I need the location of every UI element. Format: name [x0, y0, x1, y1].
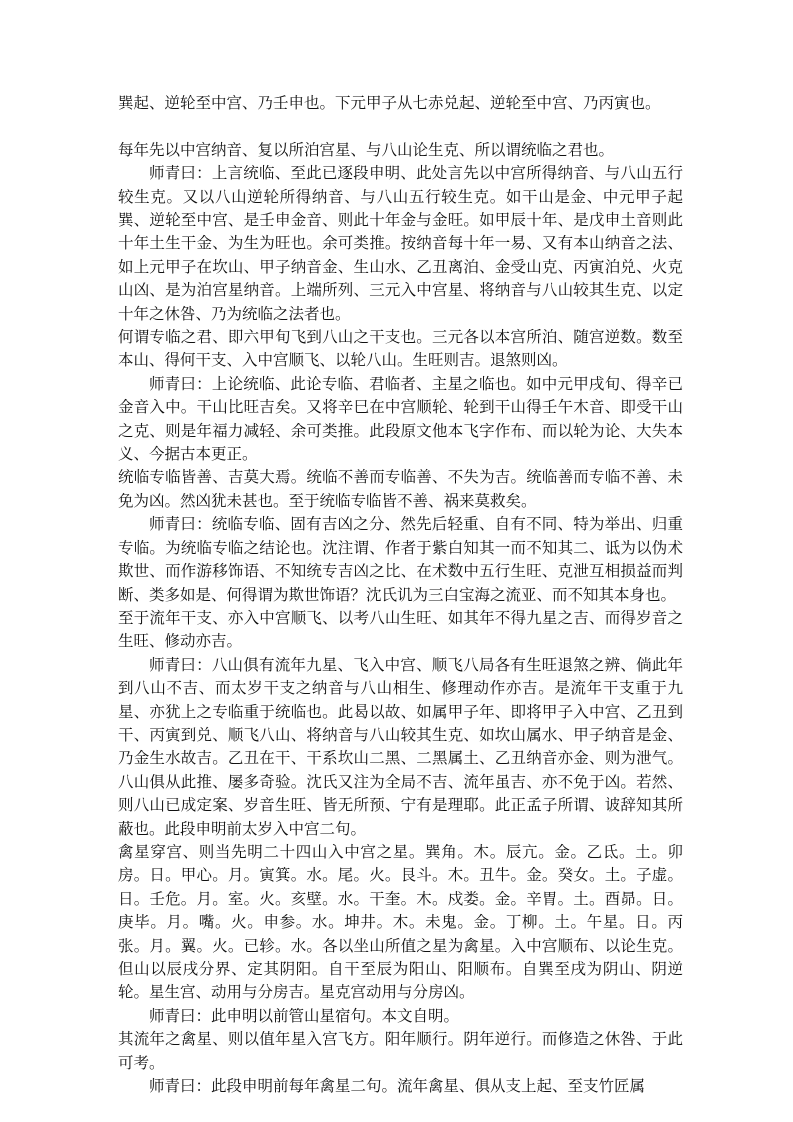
paragraph: 巽起、逆轮至中宫、乃壬申也。下元甲子从七赤兑起、逆轮至中宫、乃丙寅也。: [118, 94, 661, 112]
paragraph: 禽星穿宫、则当先明二十四山入中宫之星。巽角。木。辰亢。金。乙氐。土。卯房。日。甲心。月。寅箕。水。尾。火。艮斗。木。丑牛。金。癸女。土。子虚。日。壬危。月。室。火。亥壁。水。干奎。木。戍娄。金。辛胃。土。酉昴。日。庚毕。月。嘴。火。申参。水。坤井。木。未鬼。金。丁柳。土。午星。日。丙张。月。翼。火。已轸。水。各以坐山所值之星为禽星。入中宫顺布、以论生克。但山以辰戌分界、定其阴阳。自干至辰为阳山、阳顺布。自巽至戌为阴山、阴逆轮。星生宫、动用与分房吉。星克宫动用与分房凶。: [118, 842, 683, 1002]
paragraph: 师青曰：上言统临、至此已逐段申明、此处言先以中宫所得纳音、与八山五行较生克。又以八山逆轮所得纳音、与八山五行较生克。如干山是金、中元甲子起巽、逆轮至中宫、是壬申金音、则此十年金与金旺。如甲辰十年、是戊申土音则此十年土生干金、为生为旺也。余可类推。按纳音每十年一易、又有本山纳音之法、如上元甲子在坎山、甲子纳音金、生山水、乙丑离泊、金受山克、丙寅泊兑、火克山凶、是为泊宫星纳音。上端所列、三元入中宫星、将纳音与八山较其生克、以定十年之休咎、乃为统临之法者也。: [118, 164, 683, 323]
paragraph: 师青曰：此段申明前每年禽星二句。流年禽星、俱从支上起、至支竹匠属: [149, 1077, 646, 1096]
paragraph: 统临专临皆善、吉莫大焉。统临不善而专临善、不失为吉。统临善而专临不善、未免为凶。然凶犹未甚也。至于统临专临皆不善、祸来莫救矣。: [118, 468, 683, 510]
body-text: [118, 92, 683, 1098]
paragraph: 师青曰：八山俱有流年九星、飞入中宫、顺飞八局各有生旺退煞之辨、倘此年到八山不吉、而太岁干支之纳音与八山相生、修理动作亦吉。是流年干支重于九星、亦犹上之专临重于统临也。此曷以故、如属甲子年、即将甲子入中宫、乙丑到干、丙寅到兑、顺飞八山、将纳音与八山较其生克、如坎山属水、甲子纳音是金、乃金生水故吉。乙丑在干、干系坎山二黑、二黑属土、乙丑纳音亦金、则为泄气。八山俱从此推、屡多奇验。沈氏又注为全局不吉、流年虽吉、亦不免于凶。若然、则八山已成定案、岁音生旺、皆无所预、宁有是理耶。此正孟子所谓、诐辞知其所蔽也。此段申明前太岁入中宫二句。: [118, 655, 683, 838]
paragraph: 每年先以中宫纳音、复以所泊宫星、与八山论生克、所以谓统临之君也。: [118, 140, 615, 159]
paragraph: 师青曰：此申明以前管山星宿句。本文自明。: [149, 1006, 460, 1025]
paragraph: 其流年之禽星、则以值年星入宫飞方。阳年顺行。阴年逆行。而修造之休咎、于此可考。: [118, 1030, 683, 1072]
paragraph: 何谓专临之君、即六甲旬飞到八山之干支也。三元各以本宫所泊、随宫逆数。数至本山、得何干支、入中宫顺飞、以轮八山。生旺则吉。退煞则凶。: [118, 328, 683, 370]
paragraph: 至于流年干支、亦入中宫顺飞、以考八山生旺、如其年不得九星之吉、而得岁音之生旺、修动亦吉。: [118, 608, 683, 651]
paragraph: 师青曰：上论统临、此论专临、君临者、主星之临也。如中元甲戌旬、得辛已金音入中。干山比旺吉矣。又将辛巳在中宫顺轮、轮到干山得壬午木音、即受干山之克、则是年福力减轻、余可类推。此段原文他本飞字作布、而以轮为论、大失本义、今据古本更正。: [118, 374, 683, 464]
paragraph: 师青曰：统临专临、固有吉凶之分、然先后轻重、自有不同、特为举出、归重专临。为统临专临之结论也。沈注谓、作者于紫白知其一而不知其二、诋为以伪术欺世、而作游移饰语、不知统专吉凶之比、在术数中五行生旺、克泄互相损益而判断、类多如是、何得谓为欺世饰语？沈氏讥为三白宝海之流亚、而不知其本身也。: [118, 515, 683, 604]
